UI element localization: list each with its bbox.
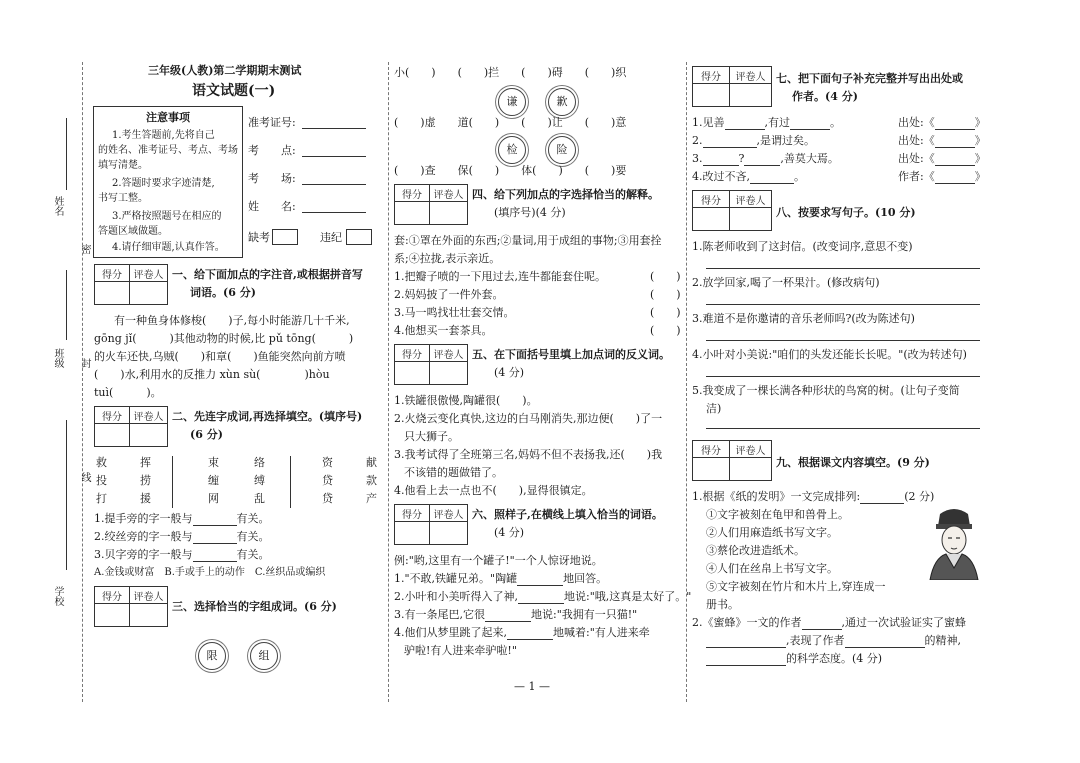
- answer-blank[interactable]: [860, 492, 904, 504]
- fill-row: ( )虚 道( ) ( )让 ( )意: [394, 116, 627, 129]
- side-label-class: 班级: [52, 348, 63, 368]
- answer-blank[interactable]: [744, 154, 780, 166]
- grader-cell[interactable]: [430, 522, 468, 545]
- column-divider: [388, 62, 389, 702]
- side-underline: [66, 270, 67, 340]
- q5-sentence: 只大狮子。: [404, 430, 459, 443]
- exam-subtitle: 三年级(人教)第二学期期末测试: [148, 64, 302, 77]
- q4-definition-2: 系;④拉拢,表示亲近。: [394, 252, 501, 265]
- answer-line[interactable]: [706, 376, 980, 377]
- answer-blank[interactable]: [193, 532, 237, 544]
- source-field: 出处:《 》: [898, 152, 986, 165]
- score-cell[interactable]: [693, 458, 730, 481]
- exam-title: 语文试题(一): [192, 83, 276, 99]
- q9-title: 九、根据课文内容填空。(9 分): [776, 456, 930, 469]
- char: 贷: [322, 492, 333, 505]
- q4-sentence: 1.把瓣子喷的一下甩过去,连牛都能套住呢。: [394, 270, 606, 283]
- answer-blank[interactable]: [517, 574, 563, 586]
- q9-item: 1.根据《纸的发明》一文完成排列: (2 分): [692, 490, 935, 503]
- score-table: [94, 406, 168, 447]
- q8-task: 3.难道不是你邀请的音乐老师吗?(改为陈述句): [692, 312, 915, 325]
- answer-blank[interactable]: [935, 154, 975, 166]
- score-table: [394, 344, 468, 385]
- q8-title: 八、按要求写句子。(10 分): [776, 206, 916, 219]
- char: 款: [366, 474, 377, 487]
- score-table: [394, 504, 468, 545]
- q6-title-2: (4 分): [494, 526, 525, 539]
- answer-line[interactable]: [706, 428, 980, 429]
- score-cell[interactable]: [95, 424, 130, 447]
- char: 救: [96, 456, 107, 469]
- char: 络: [254, 456, 265, 469]
- grader-label: 评卷人: [130, 265, 168, 282]
- q6-sentence: 2.小叶和小美听得入了神, 地说:"哦,这真是太好了。": [394, 590, 692, 603]
- char: 投: [96, 474, 107, 487]
- answer-blank[interactable]: [725, 118, 765, 130]
- grader-label: 评卷人: [730, 67, 772, 84]
- score-cell[interactable]: [693, 208, 730, 231]
- notice-line: 的姓名、准考证号、考点、考场: [98, 145, 238, 156]
- student-name-label: 姓 名:: [248, 200, 296, 213]
- q7-sentence: 1.见善 ,有过 。: [692, 116, 841, 129]
- answer-blank[interactable]: [706, 654, 786, 666]
- side-label-xian: 线: [79, 472, 90, 482]
- grader-cell[interactable]: [730, 458, 772, 481]
- q4-title: 四、给下列加点的字选择恰当的解释。: [472, 188, 659, 201]
- q9-option: ⑤文字被刻在竹片和木片上,穿连成一: [706, 580, 886, 593]
- column-divider: [686, 62, 687, 702]
- flower-char: 检: [498, 136, 526, 164]
- char: 资: [322, 456, 333, 469]
- q9-option: ④人们在丝帛上书写文字。: [706, 562, 838, 575]
- q4-definition: 套:①罩在外面的东西;②量词,用于成组的事物;③用套拴: [394, 234, 662, 247]
- notice-line: 书写工整。: [98, 193, 148, 204]
- exam-room-field[interactable]: [302, 184, 366, 185]
- fill-row: ( )查 保( ) 体( ) ( )要: [394, 164, 627, 177]
- q9-option: ②人们用麻造纸书写文字。: [706, 526, 838, 539]
- answer-blank[interactable]: [193, 514, 237, 526]
- flower-char: 组: [250, 642, 278, 670]
- q8-task: 2.放学回家,喝了一杯果汁。(修改病句): [692, 276, 880, 289]
- score-label: 得分: [395, 345, 430, 362]
- char: 援: [140, 492, 151, 505]
- grader-cell[interactable]: [430, 202, 468, 225]
- q5-title-2: (4 分): [494, 366, 525, 379]
- score-cell[interactable]: [95, 604, 130, 627]
- score-table: [394, 184, 468, 225]
- q6-sentence: 4.他们从梦里跳了起来, 地喊着:"有人进来牵: [394, 626, 650, 639]
- answer-paren[interactable]: ( ): [650, 324, 681, 337]
- score-table: [692, 440, 772, 481]
- answer-blank[interactable]: [935, 136, 975, 148]
- exam-room-label: 考 场:: [248, 172, 296, 185]
- q5-sentence: 不该错的题做错了。: [404, 466, 503, 479]
- q5-sentence: 2.火烧云变化真快,这边的白马刚消失,那边便( )了一: [394, 412, 663, 425]
- q7-title: 七、把下面句子补充完整并写出出处或: [776, 72, 963, 85]
- flower-char: 歉: [548, 88, 576, 116]
- answer-paren[interactable]: ( ): [650, 306, 681, 319]
- answer-blank[interactable]: [845, 636, 925, 648]
- char: 挥: [140, 456, 151, 469]
- score-label: 得分: [395, 505, 430, 522]
- notice-box: [93, 106, 243, 258]
- q9-option: ③蔡伦改进造纸术。: [706, 544, 805, 557]
- absent-label: 缺考: [248, 231, 270, 244]
- q6-example: 例:"哟,这里有一个罐子!"一个人惊讶地说。: [394, 554, 603, 567]
- answer-blank[interactable]: [790, 118, 830, 130]
- grader-label: 评卷人: [730, 191, 772, 208]
- exam-number-label: 准考证号:: [248, 116, 296, 129]
- q6-sentence: 3.有一条尾巴,它很 地说:"我拥有一只猫!": [394, 608, 638, 621]
- score-label: 得分: [693, 191, 730, 208]
- char: 束: [208, 456, 219, 469]
- q4-sentence: 2.妈妈披了一件外套。: [394, 288, 504, 301]
- q2-sentence: 3.贝字旁的字一般与 有关。: [94, 548, 270, 561]
- q7-sentence: 4.改过不吝, 。: [692, 170, 805, 183]
- flower-char: 限: [198, 642, 226, 670]
- char: 网: [208, 492, 219, 505]
- q8-task: 5.我变成了一棵长满各种形状的鸟窝的树。(让句子变简: [692, 384, 960, 397]
- q5-sentence: 3.我考试得了全班第三名,妈妈不但不表扬我,还( )我: [394, 448, 663, 461]
- notice-line: 4.请仔细审题,认真作答。: [112, 242, 225, 253]
- notice-line: 2.答题时要求字迹清楚,: [112, 178, 215, 189]
- char: 产: [366, 492, 377, 505]
- q1-title-2: 词语。(6 分): [190, 286, 256, 299]
- score-table: [94, 586, 168, 627]
- score-cell[interactable]: [395, 362, 430, 385]
- grader-label: 评卷人: [430, 505, 468, 522]
- char: 献: [366, 456, 377, 469]
- answer-line[interactable]: [706, 340, 980, 341]
- absent-box[interactable]: [272, 229, 298, 245]
- q9-option: ①文字被刻在龟甲和兽骨上。: [706, 508, 849, 521]
- page-number: — 1 —: [514, 680, 550, 693]
- answer-blank[interactable]: [703, 136, 757, 148]
- notice-line: 答题区域做题。: [98, 226, 168, 237]
- q1-line: tuì( )。: [94, 386, 162, 399]
- q8-task: 4.小叶对小美说:"咱们的头发还能长长呢。"(改为转述句): [692, 348, 967, 361]
- side-label-school: 学校: [52, 586, 63, 606]
- grader-cell[interactable]: [730, 84, 772, 107]
- notice-line: 3.严格按照题号在相应的: [112, 211, 222, 222]
- flower-char: 谦: [498, 88, 526, 116]
- q4-title-2: (填序号)(4 分): [494, 206, 566, 219]
- grader-cell[interactable]: [430, 362, 468, 385]
- score-table: [94, 264, 168, 305]
- q1-line: 的火车还快,乌贼( )和章( )鱼能突然向前方喷: [94, 350, 346, 363]
- notice-line: 填写清楚。: [98, 160, 148, 171]
- q7-sentence: 2. ,是谓过矣。: [692, 134, 815, 147]
- notice-line: 1.考生答题前,先将自己: [112, 130, 215, 141]
- q8-task: 1.陈老师收到了这封信。(改变词序,意思不变): [692, 240, 913, 253]
- cai-lun-portrait-image: [926, 504, 982, 580]
- answer-blank[interactable]: [507, 628, 553, 640]
- grader-label: 评卷人: [430, 185, 468, 202]
- q5-sentence: 4.他看上去一点也不( ),显得很镇定。: [394, 484, 593, 497]
- grader-label: 评卷人: [130, 587, 168, 604]
- q8-task: 洁): [706, 402, 722, 415]
- answer-blank[interactable]: [703, 154, 739, 166]
- side-label-mi: 密: [79, 244, 90, 254]
- char: 贷: [322, 474, 333, 487]
- violation-label: 违纪: [320, 231, 342, 244]
- q6-sentence: 驴啦!有人进来牵驴啦!": [404, 644, 517, 657]
- q2-title-2: (6 分): [190, 428, 223, 441]
- q6-title: 六、照样子,在横线上填入恰当的词语。: [472, 508, 663, 521]
- binding-line: [82, 62, 83, 702]
- answer-blank[interactable]: [935, 118, 975, 130]
- score-label: 得分: [95, 587, 130, 604]
- grader-label: 评卷人: [430, 345, 468, 362]
- char: 缚: [254, 474, 265, 487]
- divider: [172, 456, 173, 508]
- side-label-name: 姓名: [52, 196, 63, 216]
- exam-number-field[interactable]: [302, 128, 366, 129]
- score-cell[interactable]: [693, 84, 730, 107]
- answer-blank[interactable]: [518, 592, 564, 604]
- q4-sentence: 4.他想买一套茶具。: [394, 324, 493, 337]
- answer-line[interactable]: [706, 268, 980, 269]
- grader-cell[interactable]: [730, 208, 772, 231]
- q9-item: 2.《蜜蜂》一文的作者 ,通过一次试验证实了蜜蜂: [692, 616, 966, 629]
- answer-blank[interactable]: [706, 636, 786, 648]
- grader-cell[interactable]: [130, 604, 168, 627]
- q6-sentence: 1."不敢,铁罐兄弟。"陶罐 地回答。: [394, 572, 608, 585]
- side-underline: [66, 118, 67, 190]
- char: 缠: [208, 474, 219, 487]
- char: 捞: [140, 474, 151, 487]
- grader-label: 评卷人: [730, 441, 772, 458]
- q4-sentence: 3.马一鸣找壮壮套交情。: [394, 306, 515, 319]
- violation-box[interactable]: [346, 229, 372, 245]
- q3-title: 三、选择恰当的字组成词。(6 分): [172, 600, 337, 613]
- q1-line: gōng jǐ( )其他动物的时候,比 pǔ tōng( ): [94, 332, 354, 345]
- answer-blank[interactable]: [750, 172, 794, 184]
- exam-site-field[interactable]: [302, 156, 366, 157]
- q1-title: 一、给下面加点的字注音,或根据拼音写: [172, 268, 363, 281]
- answer-blank[interactable]: [802, 618, 842, 630]
- author-field: 作者:《 》: [898, 170, 986, 183]
- char: 打: [96, 492, 107, 505]
- score-cell[interactable]: [395, 522, 430, 545]
- q7-sentence: 3. ? ,善莫大焉。: [692, 152, 839, 165]
- score-label: 得分: [95, 407, 130, 424]
- side-underline: [66, 420, 67, 570]
- exam-site-label: 考 点:: [248, 144, 296, 157]
- answer-blank[interactable]: [935, 172, 975, 184]
- score-table: [692, 190, 772, 231]
- divider: [290, 456, 291, 508]
- q9-option: 册书。: [706, 598, 739, 611]
- answer-paren[interactable]: ( ): [650, 288, 681, 301]
- q2-sentence: 1.提手旁的字一般与 有关。: [94, 512, 270, 525]
- score-table: [692, 66, 772, 107]
- source-field: 出处:《 》: [898, 116, 986, 129]
- q5-title: 五、在下面括号里填上加点词的反义词。: [472, 348, 670, 361]
- flower-char: 险: [548, 136, 576, 164]
- answer-blank[interactable]: [485, 610, 531, 622]
- grader-label: 评卷人: [130, 407, 168, 424]
- answer-paren[interactable]: ( ): [650, 270, 681, 283]
- notice-title: 注意事项: [146, 111, 190, 124]
- q2-title: 二、先连字成词,再选择填空。(填序号): [172, 410, 363, 423]
- q5-sentence: 1.铁罐很傲慢,陶罐很( )。: [394, 394, 538, 407]
- q2-options: A.金钱或财富 B.手或手上的动作 C.丝织品或编织: [94, 567, 326, 578]
- q1-line: 有一种鱼身体修梭( )子,每小时能游几十千米,: [114, 314, 350, 327]
- grader-cell[interactable]: [130, 424, 168, 447]
- side-label-feng: 封: [79, 358, 90, 368]
- fill-row: 小( ) ( )拦 ( )碍 ( )织: [394, 66, 627, 79]
- answer-blank[interactable]: [193, 550, 237, 562]
- score-label: 得分: [395, 185, 430, 202]
- answer-line[interactable]: [706, 304, 980, 305]
- char: 乱: [254, 492, 265, 505]
- student-name-field[interactable]: [302, 212, 366, 213]
- q9-item: 的科学态度。(4 分): [706, 652, 882, 666]
- q2-sentence: 2.绞丝旁的字一般与 有关。: [94, 530, 270, 543]
- score-label: 得分: [693, 67, 730, 84]
- score-label: 得分: [693, 441, 730, 458]
- q1-line: ( )水,利用水的反推力 xùn sù( )hòu: [94, 368, 330, 381]
- score-cell[interactable]: [395, 202, 430, 225]
- q7-title-2: 作者。(4 分): [792, 90, 858, 103]
- grader-cell[interactable]: [130, 282, 168, 305]
- source-field: 出处:《 》: [898, 134, 986, 147]
- score-label: 得分: [95, 265, 130, 282]
- score-cell[interactable]: [95, 282, 130, 305]
- q9-item: ,表现了作者 的精神,: [706, 634, 961, 648]
